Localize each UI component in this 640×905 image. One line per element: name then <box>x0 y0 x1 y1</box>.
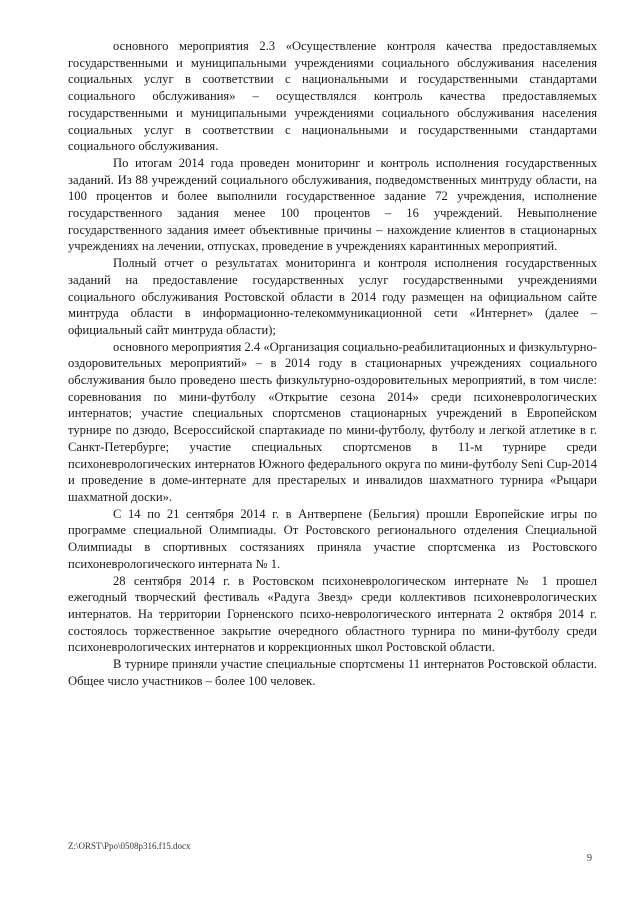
document-body <box>68 38 597 689</box>
paragraph-festival: 28 сентября 2014 г. в Ростовском психоневрологическом интернате № 1 прошел ежегодный творческий фестиваль «Радуга Звезд» среди коллективов психоневрологических интернатов. На территории Горненского психо-неврологического интерната 2 октября 2014 г. состоялось торжественное закрытие очередного областного турнира по мини-футболу среди психоневрологических интернатов и коррекционных школ Ростовской области. <box>68 573 597 655</box>
paragraph-full-report: Полный отчет о результатах мониторинга и контроля исполнения государственных заданий на предоставление государственных услуг государственными учреждениями социального обслуживания Ростовской области в 2014 году размещен на официальном сайте минтруда области в информационно-телекоммуникационной сети «Интернет» (далее – официальный сайт минтруда области); <box>68 256 597 337</box>
page-number: 9 <box>587 853 592 864</box>
footer-file-path: Z:\ORST\Ppo\0508p316.f15.docx <box>68 841 191 851</box>
paragraph-monitoring-results: По итогам 2014 года проведен мониторинг и контроль исполнения государственных заданий. Из 88 учреждений социального обслуживания, подведомственных минтруду области, на 100 процентов и более выполнили государственное задание 72 учреждения, исполнение государственного задания менее 100 процентов – 16 учреждений. Невыполнение государственного задания имеет объективные причины – нахождение клиентов в стационарных учреждениях на лечении, отпусках, проведение в учреждениях карантинных мероприятий. <box>68 155 597 254</box>
paragraph-measure-2-4: основного мероприятия 2.4 «Организация социально-реабилитационных и физкультурно-оздоровительных мероприятий» – в 2014 году в стационарных учреждениях социального обслуживания было проведено шесть физкультурно-оздоровительных мероприятий, в том числе: соревнования по мини-футболу «Открытие сезона 2014» среди психоневрологических интернатов; участие специальных спортсменов стационарных учреждений в Европейском турнире по дзюдо, Всероссийской спартакиаде по мини-футболу, футболу и легкой атлетике в г. Санкт-Петербурге; участие специальных спортсменов в 11-м турнире среди психоневрологических интернатов Южного федерального округа по мини-футболу Seni Cup-2014 и проведение в доме-интернате для престарелых и инвалидов шахматного турнира «Рыцари шахматной доски». <box>68 339 597 504</box>
paragraph-tournament-participants: В турнире приняли участие специальные спортсмены 11 интернатов Ростовской области. Общее число участников – более 100 человек. <box>68 657 597 688</box>
paragraph-european-games: С 14 по 21 сентября 2014 г. в Антверпене (Бельгия) прошли Европейские игры по программе специальной Олимпиады. От Ростовского регионального отделения Специальной Олимпиады в спортивных состязаниях приняла участие спортсменка из Ростовского психоневрологического интерната № 1. <box>68 506 597 571</box>
paragraph-measure-2-3-continuation: основного мероприятия 2.3 «Осуществление контроля качества предоставляемых государственными и муниципальными учреждениями социального обслуживания населения социальных услуг в соответствии с национальными и государственными стандартами социального обслуживания» – осуществлялся контроль качества предоставляемых государственными и муниципальными учреждениями социального обслуживания населения социальных услуг в соответствии с национальными и государственными стандартами социального обслуживания. <box>68 39 597 154</box>
